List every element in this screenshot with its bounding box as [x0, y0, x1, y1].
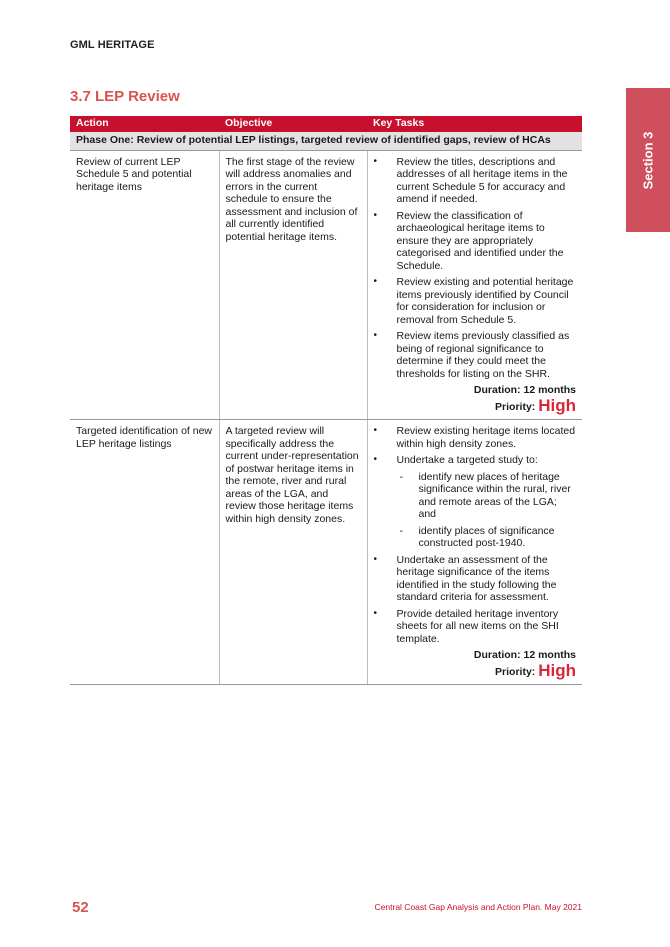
- key-tasks-cell: [367, 150, 582, 420]
- task-item: [372, 425, 577, 450]
- phase-label: Phase One: Review of potential LEP listings, targeted review of identified gaps, review of HCAs: [70, 132, 582, 150]
- task-text: Review the titles, descriptions and addresses of all heritage items in the current Schedule 5 for accuracy and amend if needed.: [396, 155, 568, 205]
- task-text: Undertake an assessment of the heritage significance of the items identified in the study following the standard criteria for assessment.: [396, 553, 557, 603]
- priority-line: [372, 395, 577, 415]
- subtask-text: identify new places of heritage significance within the rural, river and remote areas of the LGA; and: [418, 470, 571, 520]
- section-heading: 3.7 LEP Review: [70, 88, 180, 105]
- task-item: [372, 156, 577, 206]
- page-number: 52: [72, 899, 89, 916]
- bullet-icon: •: [373, 276, 378, 287]
- action-cell: Review of current LEP Schedule 5 and potential heritage items: [70, 150, 219, 420]
- priority-level: High: [538, 395, 576, 415]
- objective-cell: A targeted review will specifically address the current under-representation of postwar heritage items in the remote, river and rural areas of the LGA, and review those heritage items within high density zones.: [219, 420, 367, 685]
- task-item: [372, 554, 577, 604]
- task-text: Review existing heritage items located within high density zones.: [396, 425, 576, 450]
- task-text: Provide detailed heritage inventory sheets for all new items on the SHI template.: [396, 607, 559, 645]
- task-list: [372, 425, 577, 645]
- subtask-item: [397, 525, 577, 550]
- task-text: Undertake a targeted study to:: [396, 454, 538, 466]
- section-tab-label: Section 3: [640, 131, 656, 189]
- lep-review-table: [70, 116, 582, 685]
- column-header-key-tasks: Key Tasks: [367, 116, 582, 132]
- task-list: [372, 156, 577, 381]
- task-item: [372, 454, 577, 550]
- subtask-text: identify places of significance constructed post-1940.: [418, 524, 555, 549]
- priority-label: Priority:: [495, 665, 536, 678]
- dash-icon: -: [399, 470, 403, 483]
- task-text: Review items previously classified as being of regional significance to determine if they could meet the thresholds for listing on the SHR.: [396, 330, 570, 380]
- priority-label: Priority:: [495, 400, 536, 413]
- priority-line: [372, 660, 577, 680]
- bullet-icon: •: [373, 209, 378, 221]
- table-row: [70, 150, 582, 420]
- bullet-icon: •: [373, 425, 378, 436]
- footer-date: May 2021: [544, 902, 582, 912]
- bullet-icon: •: [373, 454, 378, 465]
- task-text: Review the classification of archaeological heritage items to ensure they are appropriately categorised and identified under the Schedule.: [396, 209, 564, 272]
- column-header-action: Action: [70, 116, 219, 132]
- footer-doc-title: [375, 902, 582, 912]
- bullet-icon: •: [373, 607, 378, 619]
- dash-icon: -: [399, 524, 403, 537]
- action-cell: Targeted identification of new LEP heritage listings: [70, 420, 219, 685]
- bullet-icon: •: [373, 553, 378, 565]
- bullet-icon: •: [373, 330, 378, 341]
- table-header-row: [70, 116, 582, 132]
- running-header: GML HERITAGE: [70, 39, 155, 51]
- footer-title-text: Central Coast Gap Analysis and Action Plan.: [374, 902, 543, 912]
- key-tasks-cell: [367, 420, 582, 685]
- task-item: [372, 330, 577, 380]
- task-item: [372, 608, 577, 646]
- phase-row: [70, 132, 582, 150]
- task-item: [372, 210, 577, 273]
- objective-cell: The first stage of the review will address anomalies and errors in the current schedule to ensure the assessment and inclusion of all currently identified potential heritage items.: [219, 150, 367, 420]
- duration-label: Duration: 12 months: [473, 649, 576, 661]
- column-header-objective: Objective: [219, 116, 367, 132]
- duration-label: Duration: 12 months: [473, 384, 576, 396]
- subtask-item: [397, 471, 577, 521]
- priority-level: High: [538, 660, 576, 680]
- task-text: Review existing and potential heritage items previously identified by Council for consideration for inclusion or removal from Schedule 5.: [396, 276, 574, 326]
- bullet-icon: •: [373, 155, 378, 167]
- subtask-list: [397, 471, 577, 550]
- section-side-tab: [626, 88, 670, 232]
- table-row: [70, 420, 582, 685]
- task-item: [372, 276, 577, 326]
